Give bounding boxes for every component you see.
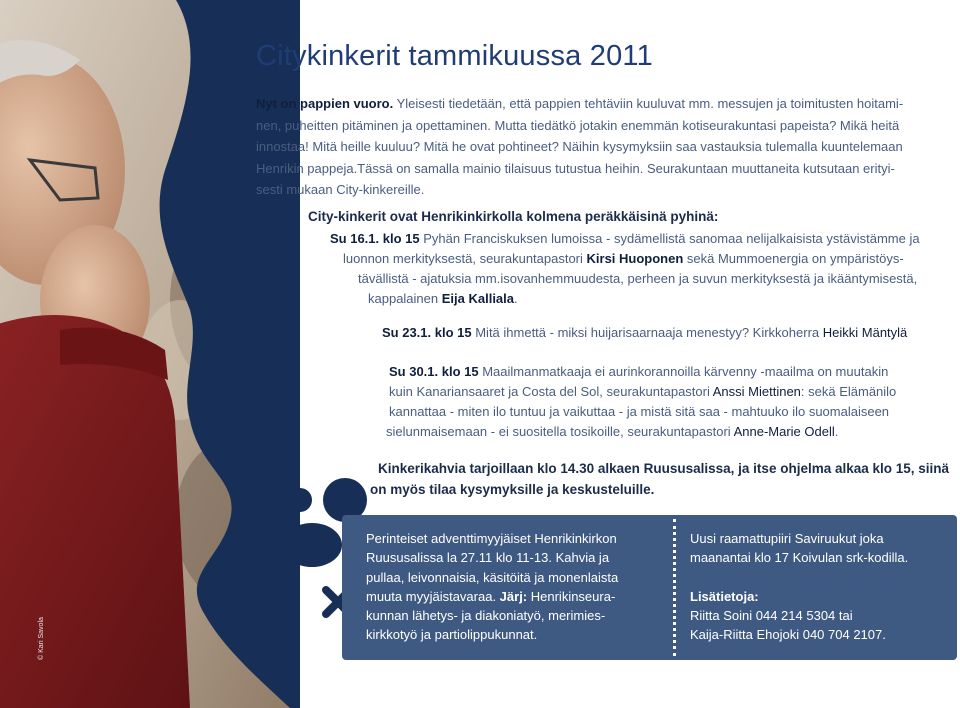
event-date: Su 23.1. klo 15 xyxy=(382,325,472,340)
event-item xyxy=(382,323,907,343)
bible-circle-line: maanantai klo 17 Koivulan srk-kodilla. xyxy=(690,550,909,566)
event-speaker: Heikki Mäntylä xyxy=(822,325,908,340)
bazaar-line: muuta myyjäistavaraa. xyxy=(366,588,500,604)
bazaar-line: Henrikinseura- xyxy=(527,588,616,604)
schedule-heading: City-kinkerit ovat Henrikinkirkolla kolmena peräkkäisinä pyhinä: xyxy=(308,209,719,224)
bazaar-line: Ruususalissa la 27.11 klo 11-13. Kahvia ja xyxy=(366,550,610,566)
event-text: tävällistä - ajatuksia mm.isovanhemmuudesta, perheen ja suvun merkityksestä ja ikääntymisestä, xyxy=(358,271,918,286)
event-text: . xyxy=(514,291,518,306)
intro-line: innostaa! Mitä heille kuuluu? Mitä he ovat pohtineet? Näihin kysymyksiin saa vastauksia tulemalla kuuntelemaan xyxy=(256,139,903,154)
bazaar-line: kirkkotyö ja partiolippukunnat. xyxy=(366,627,538,643)
event-speaker: Kirsi Huoponen xyxy=(586,251,684,266)
coffee-notice-line: Kinkerikahvia tarjoillaan klo 14.30 alkaen Ruususalissa, ja itse ohjelma alkaa klo 15, siinä xyxy=(378,461,950,476)
event-text: sielunmaisemaan - ei suositella tosikoille, seurakuntapastori xyxy=(386,424,734,439)
intro-line: Yleisesti tiedetään, että pappien tehtäviin kuuluvat mm. messujen ja toimitusten hoitami- xyxy=(393,96,904,111)
info-box xyxy=(342,515,957,660)
event-text: sekä Mummoenergia on ympäristöys- xyxy=(683,251,904,266)
organizer-label: Järj: xyxy=(499,588,528,604)
page-title: Citykinkerit tammikuussa 2011 xyxy=(256,40,653,72)
bazaar-line: Perinteiset adventtimyyjäiset Henrikinkirkon xyxy=(366,531,617,546)
event-text: . xyxy=(834,424,839,439)
event-date: Su 16.1. klo 15 xyxy=(330,231,420,246)
event-speaker: Anssi Miettinen xyxy=(712,384,801,399)
coffee-notice-line: on myös tilaa kysymyksille ja keskusteluille. xyxy=(370,482,655,497)
event-speaker: Anne-Marie Odell xyxy=(733,424,835,439)
dotted-divider xyxy=(673,519,676,656)
more-info-label: Lisätietoja: xyxy=(690,588,759,604)
event-speaker: Eija Kalliala xyxy=(441,291,514,306)
bazaar-line: pullaa, leivonnaisia, käsitöitä ja monenlaista xyxy=(366,569,619,585)
event-text: luonnon merkityksestä, seurakuntapastori xyxy=(343,251,587,266)
contact-line: Riitta Soini 044 214 5304 tai xyxy=(690,607,853,623)
event-item xyxy=(330,229,920,309)
event-text: kappalainen xyxy=(368,291,442,306)
coffee-notice xyxy=(370,458,950,500)
bible-circle-info xyxy=(690,529,952,644)
intro-line: Henrikin pappeja.Tässä on samalla mainio tilaisuus tutustua heihin. Seurakuntaan muuttaneita kutsutaan erityi- xyxy=(256,160,895,176)
event-text: Mitä ihmettä - miksi huijarisaarnaaja menestyy? Kirkkoherra xyxy=(471,325,823,340)
intro-lead: Nyt on pappien vuoro. xyxy=(256,96,394,111)
event-text: kannattaa - miten ilo tuntuu ja vaikuttaa - ja mistä sitä saa - mahtuuko ilo suomalaiseen xyxy=(389,404,890,419)
event-text: kuin Kanariansaaret ja Costa del Sol, seurakuntapastori xyxy=(389,384,713,399)
event-text: Maailmanmatkaaja ei aurinkorannoilla kärvenny -maailma on muutakin xyxy=(478,364,889,379)
bazaar-info xyxy=(366,529,666,645)
intro-line: nen, puheitten pitäminen ja opettaminen. Mutta tiedätkö jotakin enemmän kotiseurakuntasi papeista? Mikä heitä xyxy=(256,117,900,133)
event-text: Pyhän Franciskuksen lumoissa - sydämellistä sanomaa nelijalkaisista ystävistämme ja xyxy=(419,231,920,246)
photo-credit: © Kari Savola xyxy=(38,617,45,660)
event-text: : sekä Elämänilo xyxy=(800,384,897,399)
contact-line: Kaija-Riitta Ehojoki 040 704 2107. xyxy=(690,627,886,643)
intro-line: sesti mukaan City-kinkereille. xyxy=(256,182,425,197)
intro-paragraph xyxy=(256,93,946,201)
event-date: Su 30.1. klo 15 xyxy=(389,364,479,379)
bible-circle-line: Uusi raamattupiiri Saviruukut joka xyxy=(690,531,884,546)
event-item xyxy=(386,362,897,442)
bazaar-line: kunnan lähetys- ja diakoniatyö, merimies- xyxy=(366,608,606,624)
